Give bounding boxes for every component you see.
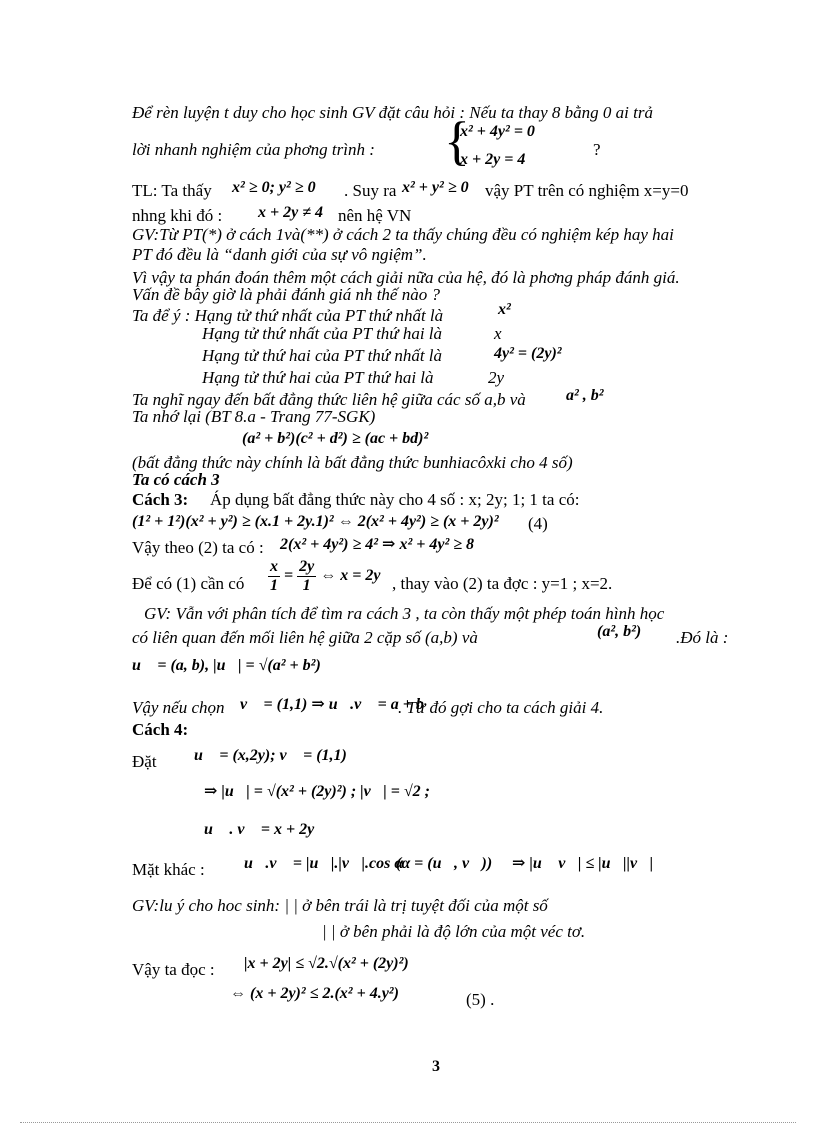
text-he-vn: nên hệ VN: [338, 206, 412, 225]
math-a2-b2: a² , b²: [566, 387, 604, 404]
text-line-20: Vậy theo (2) ta có :: [132, 538, 264, 557]
text-dat: Đặt: [132, 752, 157, 771]
text-line-6: PT đó đều là “danh giới của sự vô ngiệm”.: [132, 245, 427, 264]
text-line-32: | | ở bên phải là độ lớn của một véc tơ.: [322, 922, 586, 941]
text-line-31: GV:lu ý cho hoc sinh: | | ở bên trái là trị tuyệt đối của một số: [132, 896, 548, 915]
math-dot-product: u⃗ . v⃗ = x + 2y: [204, 821, 315, 838]
math-ineq-vectors: ⇒ |u⃗ v⃗| ≤ |u⃗||v⃗|: [512, 855, 654, 872]
math-fractions: $\frac{x}{1}$ = $\frac{2y}{1}$ ⇔ x = 2y: [270, 558, 381, 594]
question-mark: ?: [593, 140, 601, 159]
text-line-25: Vậy nếu chọn: [132, 698, 225, 717]
system-brace: {: [444, 111, 470, 171]
math-4y2: 4y² = (2y)²: [494, 345, 562, 362]
text-line-7: Vì vậy ta phán đoán thêm một cách giải nữa của hệ, đó là phơng pháp đánh giá.: [132, 268, 680, 287]
text-line-22: GV: Vẫn với phân tích để tìm ra cách 3 , ta còn thấy một phép toán hình học: [144, 604, 665, 623]
math-2y: 2y: [488, 368, 505, 387]
text-line-21: Để có (1) cần có: [132, 574, 245, 593]
text-line-5: GV:Từ PT(*) ở cách 1và(**) ở cách 2 ta thấy chúng đều có nghiệm kép hay hai: [132, 225, 674, 244]
text-line-10: Hạng tử thứ nhất của PT thứ hai là: [202, 324, 443, 343]
text-line-23b: .Đó là :: [676, 628, 729, 647]
math-ineq: x + 2y ≠ 4: [258, 204, 323, 221]
text-line-16: (bất đẳng thức này chính là bất đẳng thức bunhiacôxki cho 4 số): [132, 453, 573, 472]
heading-cach-3: Cách 3:: [132, 490, 189, 509]
fraction-2y-1: $\frac{2y}{1}$: [299, 558, 315, 594]
math-nonneg: x² ≥ 0; y² ≥ 0: [232, 179, 316, 196]
text-line-12: Hạng tử thứ hai của PT thứ hai là: [202, 368, 434, 387]
text-line-23: có liên quan đến mối liên hệ giữa 2 cặp số (a,b) và: [132, 628, 478, 647]
math-pair: (a², b²): [597, 623, 642, 640]
text-mat-khac: Mặt khác :: [132, 860, 205, 879]
heading-cach-3-intro: Ta có cách 3: [132, 470, 220, 489]
math-angle: (α = (u⃗, v⃗)): [396, 855, 493, 872]
eq-label-5: (5) .: [466, 990, 495, 1009]
math-define-uv: u⃗ = (x,2y); v⃗ = (1,1): [194, 747, 347, 764]
math-x2: x²: [498, 301, 511, 318]
math-bunhiacopxki: (a² + b²)(c² + d²) ≥ (ac + bd)²: [242, 430, 429, 447]
math-cos: u⃗.v⃗ = |u⃗|.|v⃗|.cos α: [244, 855, 404, 872]
math-vector-v: v⃗ = (1,1) ⇒ u⃗.v⃗ = a + b: [240, 696, 424, 713]
math-line-34: ⇔ (x + 2y)² ≤ 2.(x² + 4.y²): [230, 985, 399, 1002]
text-line-9: Ta để ý : Hạng tử thứ nhất của PT thứ nhất là: [132, 306, 444, 325]
text-line-2: lời nhanh nghiệm của phơng trình :: [132, 140, 375, 159]
math-eq-4: (1² + 1²)(x² + y²) ≥ (x.1 + 2y.1)² ⇔ 2(x² + 4y²) ≥ (x + 2y)²: [132, 513, 499, 530]
math-line-20: 2(x² + 4y²) ≥ 4² ⇒ x² + 4y² ≥ 8: [280, 536, 475, 553]
text-line-18: Áp dụng bất đẳng thức này cho 4 số : x; 2y; 1; 1 ta có:: [210, 490, 580, 509]
text-solution: vậy PT trên có nghiệm x=y=0: [485, 181, 689, 200]
math-line-33: |x + 2y| ≤ √2.√(x² + (2y)²): [244, 955, 409, 972]
system-equation-1: x² + 4y² = 0: [460, 123, 535, 140]
fraction-x-1: $\frac{x}{1}$: [270, 558, 278, 594]
text-suy-ra: . Suy ra: [344, 181, 397, 200]
answer-label: TL: Ta thấy: [132, 181, 212, 200]
text-line-13: Ta nghĩ ngay đến bất đẳng thức liên hệ giữa các số a,b và: [132, 390, 526, 409]
text-line-25b: . Từ đó gợi cho ta cách giải 4.: [398, 698, 604, 717]
math-norms: ⇒ |u⃗| = √(x² + (2y)²) ; |v⃗| = √2 ;: [204, 783, 430, 800]
text-line-1: Để rèn luyện t duy cho học sinh GV đặt câu hỏi : Nếu ta thay 8 bằng 0 ai trả: [132, 103, 653, 122]
heading-cach-4: Cách 4:: [132, 720, 189, 739]
text-line-14: Ta nhớ lại (BT 8.a - Trang 77-SGK): [132, 407, 376, 426]
math-sum-nonneg: x² + y² ≥ 0: [402, 179, 469, 196]
math-vector-u: u⃗ = (a, b), |u⃗| = √(a² + b²): [132, 657, 321, 674]
math-x: x: [494, 324, 502, 343]
text-vay-ta-doc: Vậy ta đọc :: [132, 960, 215, 979]
text-line-11: Hạng tử thứ hai của PT thứ nhất là: [202, 346, 443, 365]
page-number: 3: [432, 1058, 440, 1075]
system-equation-2: x + 2y = 4: [460, 151, 526, 168]
text-line-21b: , thay vào (2) ta đợc : y=1 ; x=2.: [392, 574, 613, 593]
text-line-8: Vấn đề bây giờ là phải đánh giá nh thế nào ?: [132, 285, 440, 304]
text-nhung: nhng khi đó :: [132, 206, 223, 225]
eq-label-4: (4): [528, 514, 548, 533]
